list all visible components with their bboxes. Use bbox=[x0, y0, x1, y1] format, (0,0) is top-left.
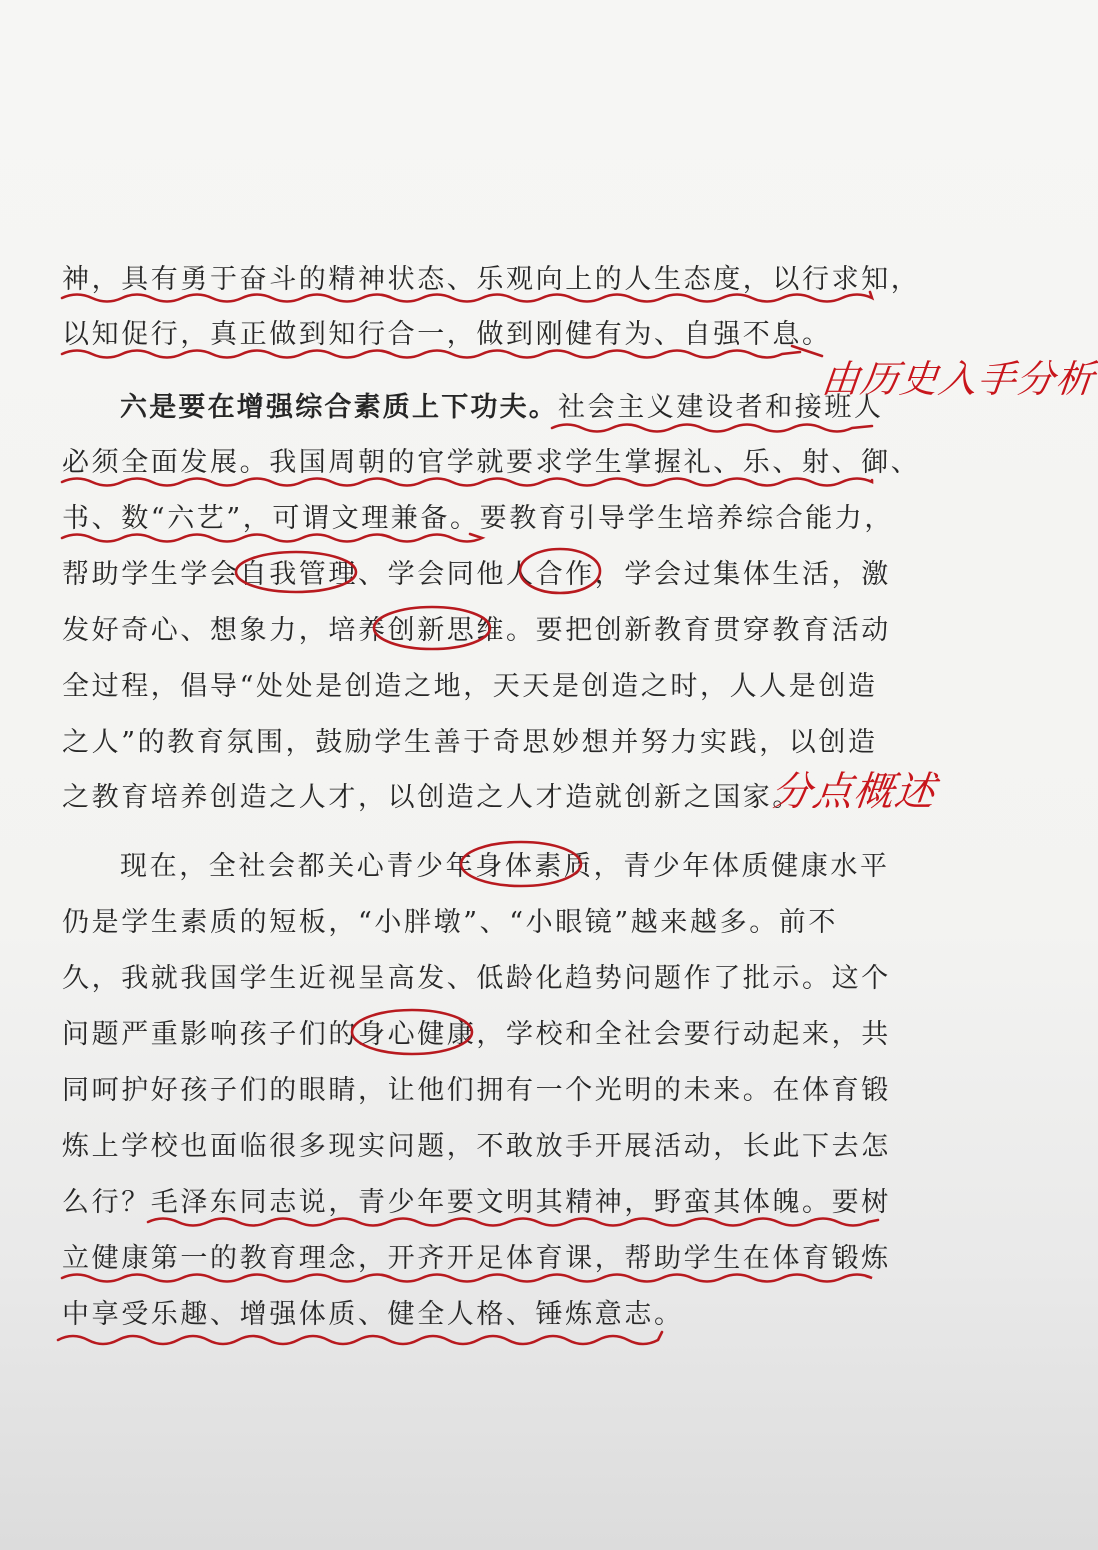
section-heading: 六是要在增强综合素质上下功夫。 bbox=[120, 392, 558, 423]
text-line: 同呵护好孩子们的眼睛，让他们拥有一个光明的未来。在体育锻 bbox=[62, 1075, 891, 1106]
text-line: 必须全面发展。我国周朝的官学就要求学生掌握礼、乐、射、御、 bbox=[62, 447, 921, 478]
text-line: 现在，全社会都关心青少年身体素质，青少年体质健康水平 bbox=[120, 851, 890, 882]
text-line: 之教育培养创造之人才，以创造之人才造就创新之国家。 bbox=[62, 782, 802, 813]
text-span: 社会主义建设者和接班人 bbox=[558, 392, 884, 423]
text-line: 全过程，倡导“处处是创造之地，天天是创造之时，人人是创造 bbox=[62, 671, 878, 702]
text-line: 中享受乐趣、增强体质、健全人格、锤炼意志。 bbox=[62, 1299, 684, 1330]
text-line: 之人”的教育氛围，鼓励学生善于奇思妙想并努力实践，以创造 bbox=[62, 727, 878, 758]
text-line: 发好奇心、想象力，培养创新思维。要把创新教育贯穿教育活动 bbox=[62, 615, 891, 646]
text-line: 书、数“六艺”，可谓文理兼备。要教育引导学生培养综合能力， bbox=[62, 503, 895, 534]
text-line: 么行？毛泽东同志说，青少年要文明其精神，野蛮其体魄。要树 bbox=[62, 1187, 891, 1218]
handwritten-note: 分点概述 bbox=[769, 769, 939, 815]
text-line: 炼上学校也面临很多现实问题，不敢放手开展活动，长此下去怎 bbox=[62, 1131, 891, 1162]
text-line: 帮助学生学会自我管理、学会同他人合作，学会过集体生活，激 bbox=[62, 559, 891, 590]
text-line: 神，具有勇于奋斗的精神状态、乐观向上的人生态度，以行求知， bbox=[62, 264, 921, 295]
text-line: 立健康第一的教育理念，开齐开足体育课，帮助学生在体育锻炼 bbox=[62, 1243, 891, 1274]
handwritten-note: 由历史入手分析 bbox=[819, 357, 1097, 401]
text-line: 久，我就我国学生近视呈高发、低龄化趋势问题作了批示。这个 bbox=[62, 963, 891, 994]
text-line: 以知促行，真正做到知行合一，做到刚健有为、自强不息。 bbox=[62, 319, 832, 350]
text-line: 仍是学生素质的短板，“小胖墩”、“小眼镜”越来越多。前不 bbox=[62, 907, 839, 938]
text-line bbox=[120, 388, 884, 428]
text-line: 问题严重影响孩子们的身心健康，学校和全社会要行动起来，共 bbox=[62, 1019, 891, 1050]
